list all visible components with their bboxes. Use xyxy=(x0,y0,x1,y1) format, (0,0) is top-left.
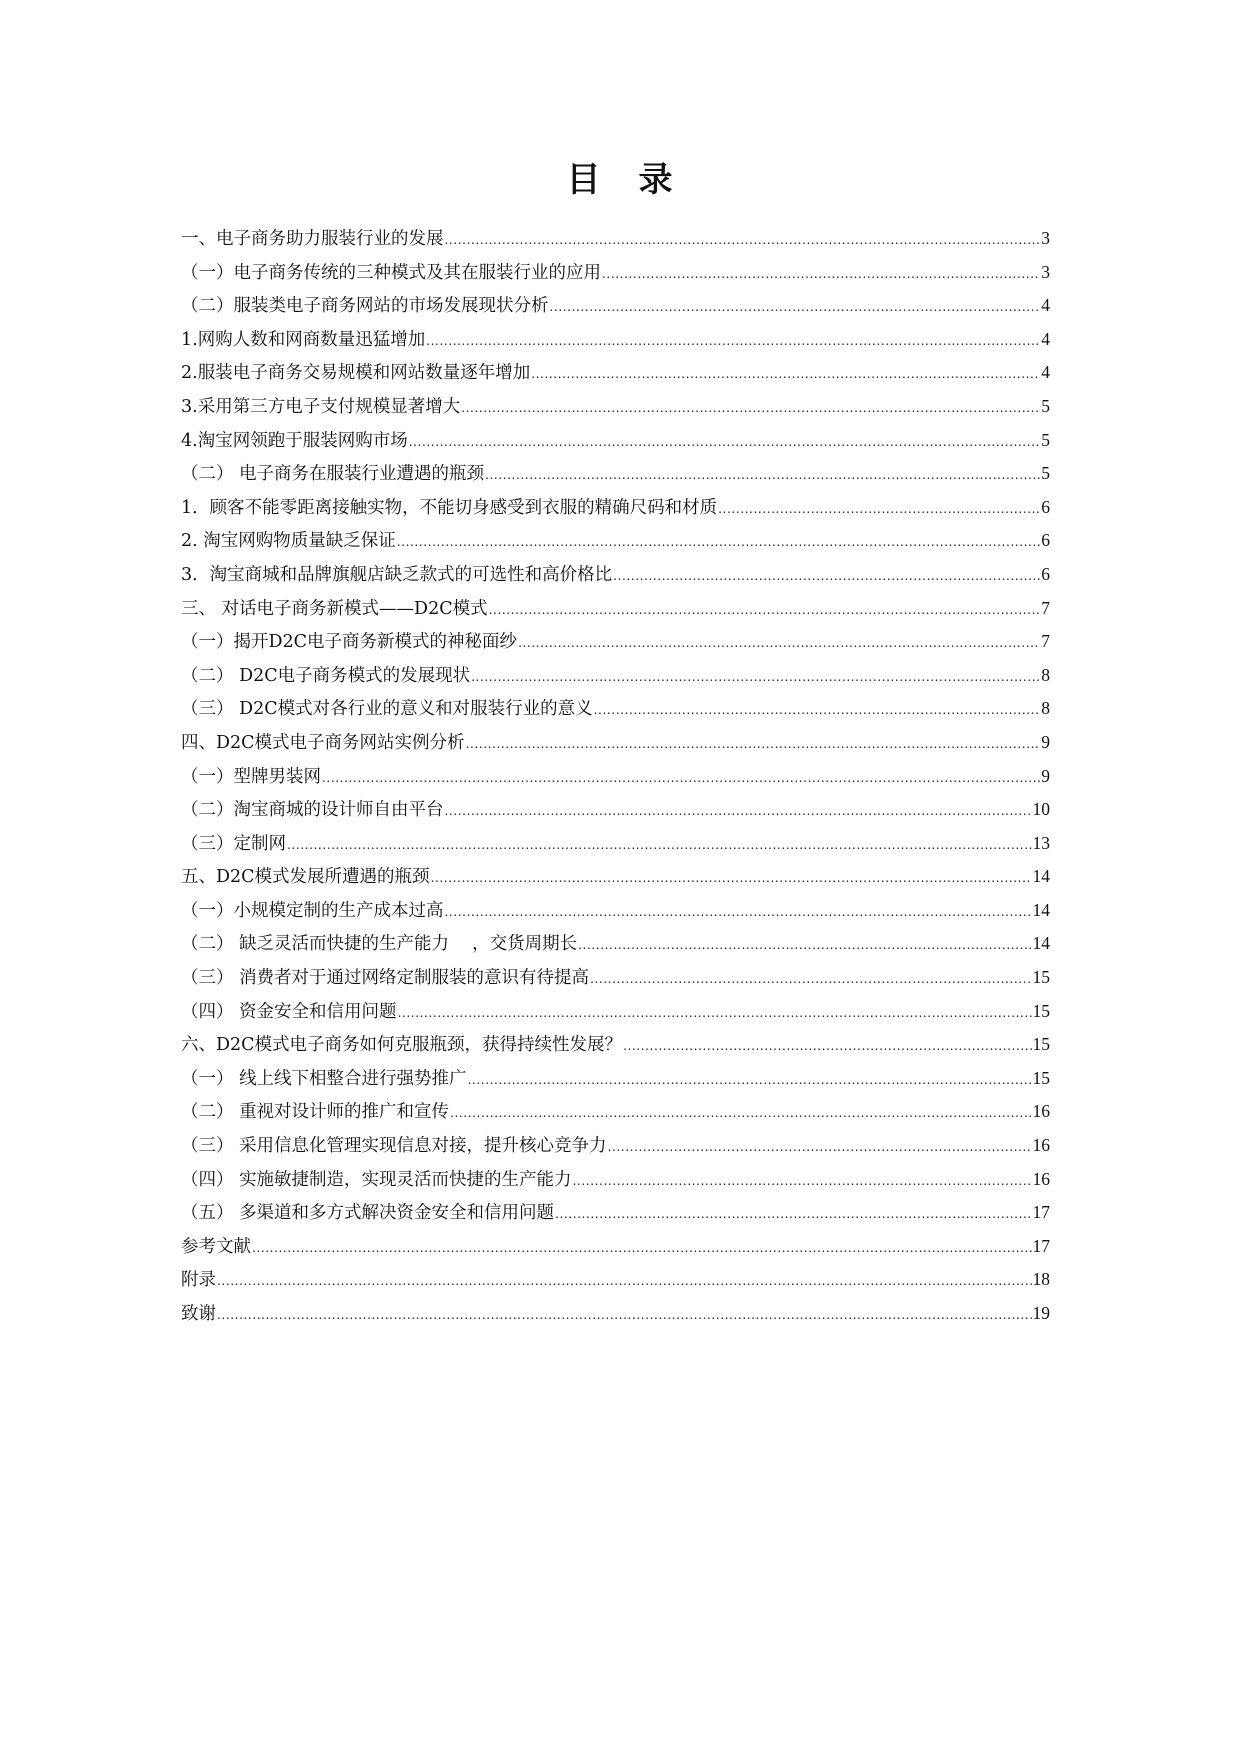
toc-entry[interactable] xyxy=(181,995,1050,1029)
dot-leader xyxy=(555,1198,1031,1232)
dot-leader xyxy=(466,728,1041,762)
toc-entry[interactable] xyxy=(181,222,1050,256)
toc-entry-page: 5 xyxy=(1041,395,1050,416)
toc-entry[interactable] xyxy=(181,961,1050,995)
toc-entry-page: 15 xyxy=(1032,967,1050,988)
toc-entry[interactable] xyxy=(181,424,1050,458)
toc-entry-page: 16 xyxy=(1032,1135,1050,1156)
toc-entry[interactable] xyxy=(181,1297,1050,1331)
toc-entry-text: 四、D2C模式电子商务网站实例分析 xyxy=(181,732,465,753)
toc-entry-text: 2. 淘宝网购物质量缺乏保证 xyxy=(181,531,396,552)
toc-entry-page: 15 xyxy=(1032,1034,1050,1055)
toc-entry[interactable] xyxy=(181,827,1050,861)
dot-leader xyxy=(578,929,1031,963)
toc-entry-page: 14 xyxy=(1032,866,1050,887)
toc-entry-page: 9 xyxy=(1041,731,1050,752)
dot-leader xyxy=(613,560,1040,594)
toc-entry-text: 一、电子商务助力服装行业的发展 xyxy=(181,229,444,249)
toc-entry[interactable] xyxy=(181,558,1050,592)
dot-leader xyxy=(468,1064,1032,1098)
toc-entry[interactable] xyxy=(181,289,1050,323)
toc-entry-text: 3.采用第三方电子支付规模显著增大 xyxy=(181,396,461,417)
dot-leader xyxy=(590,963,1031,997)
toc-entry[interactable] xyxy=(181,1028,1050,1062)
toc-entry-page: 16 xyxy=(1032,1101,1050,1122)
toc-entry-text: （二） 电子商务在服装行业遭遇的瓶颈 xyxy=(181,464,485,485)
toc-entry-page: 6 xyxy=(1041,563,1050,584)
dot-leader xyxy=(623,1030,1031,1064)
toc-entry[interactable] xyxy=(181,692,1050,726)
dot-leader xyxy=(602,258,1040,292)
toc-entry[interactable] xyxy=(181,1196,1050,1230)
toc-entry-text: 2.服装电子商务交易规模和网站数量逐年增加 xyxy=(181,363,531,384)
toc-entry-page: 14 xyxy=(1032,899,1050,920)
toc-entry-text: （三） D2C模式对各行业的意义和对服装行业的意义 xyxy=(181,699,593,720)
toc-entry-page: 19 xyxy=(1032,1303,1050,1323)
dot-leader xyxy=(426,325,1040,359)
toc-entry[interactable] xyxy=(181,927,1050,961)
toc-entry-page: 6 xyxy=(1041,496,1050,517)
toc-entry-page: 3 xyxy=(1041,228,1050,248)
dot-leader xyxy=(608,1131,1032,1165)
toc-entry-page: 9 xyxy=(1041,765,1050,786)
toc-entry[interactable] xyxy=(181,457,1050,491)
toc-entry[interactable] xyxy=(181,860,1050,894)
dot-leader xyxy=(573,1165,1032,1199)
toc-entry-text: （三） 采用信息化管理实现信息对接，提升核心竞争力 xyxy=(181,1136,607,1157)
toc-entry-page: 7 xyxy=(1041,597,1050,618)
toc-entry-page: 15 xyxy=(1032,1067,1050,1088)
toc-entry[interactable] xyxy=(181,1230,1050,1264)
toc-entry-text: （一）揭开D2C电子商务新模式的神秘面纱 xyxy=(181,632,518,653)
toc-entry-page: 17 xyxy=(1032,1235,1050,1256)
toc-entry-text: （二）淘宝商城的设计师自由平台 xyxy=(181,800,444,821)
dot-leader xyxy=(489,594,1041,628)
dot-leader xyxy=(409,426,1041,460)
toc-entry-text: 1．顾客不能零距离接触实物，不能切身感受到衣服的精确尺码和材质 xyxy=(181,497,718,518)
toc-entry-text: （五） 多渠道和多方式解决资金安全和信用问题 xyxy=(181,1203,555,1224)
toc-entry-page: 4 xyxy=(1041,328,1050,349)
dot-leader xyxy=(445,795,1032,829)
dot-leader xyxy=(431,862,1032,896)
toc-entry-page: 17 xyxy=(1032,1202,1050,1223)
toc-entry-page: 14 xyxy=(1032,933,1050,954)
toc-entry-text: 3．淘宝商城和品牌旗舰店缺乏款式的可选性和高价格比 xyxy=(181,564,613,585)
toc-entry-page: 6 xyxy=(1041,530,1050,551)
toc-entry[interactable] xyxy=(181,726,1050,760)
toc-entry[interactable] xyxy=(181,1129,1050,1163)
toc-entry-text: （四） 资金安全和信用问题 xyxy=(181,1001,397,1022)
toc-entry-page: 10 xyxy=(1032,799,1050,820)
toc-entry[interactable] xyxy=(181,760,1050,794)
toc-entry-text: （一） 线上线下相整合进行强势推广 xyxy=(181,1068,467,1089)
dot-leader xyxy=(445,896,1032,930)
dot-leader xyxy=(445,224,1041,258)
toc-entry[interactable] xyxy=(181,1263,1050,1297)
toc-entry-page: 4 xyxy=(1041,295,1050,316)
table-of-contents xyxy=(181,222,1050,1331)
toc-entry[interactable] xyxy=(181,256,1050,290)
toc-entry-text: （一）小规模定制的生产成本过高 xyxy=(181,900,444,921)
toc-entry[interactable] xyxy=(181,659,1050,693)
toc-entry-text: 致谢 xyxy=(181,1304,216,1324)
toc-entry-page: 15 xyxy=(1032,1000,1050,1021)
toc-entry-text: 六、D2C模式电子商务如何克服瓶颈，获得持续性发展？ xyxy=(181,1035,623,1056)
toc-entry-page: 16 xyxy=(1032,1168,1050,1189)
toc-entry-text: 参考文献 xyxy=(181,1236,251,1257)
toc-entry-page: 13 xyxy=(1032,832,1050,853)
dot-leader xyxy=(594,694,1041,728)
toc-entry[interactable] xyxy=(181,1163,1050,1197)
dot-leader xyxy=(322,762,1040,796)
toc-entry-text: （一）型牌男装网 xyxy=(181,766,321,787)
dot-leader xyxy=(518,627,1040,661)
toc-entry-page: 4 xyxy=(1041,362,1050,383)
toc-entry-text: 1.网购人数和网商数量迅猛增加 xyxy=(181,329,426,350)
toc-entry[interactable] xyxy=(181,390,1050,424)
toc-entry-page: 5 xyxy=(1041,463,1050,484)
dot-leader xyxy=(471,661,1040,695)
toc-entry-text: （二）服装类电子商务网站的市场发展现状分析 xyxy=(181,296,549,317)
toc-entry-text: 三、 对话电子商务新模式——D2C模式 xyxy=(181,598,488,619)
toc-entry-text: （三）定制网 xyxy=(181,833,286,854)
toc-entry[interactable] xyxy=(181,323,1050,357)
toc-entry[interactable] xyxy=(181,524,1050,558)
toc-entry-text: 五、D2C模式发展所遭遇的瓶颈 xyxy=(181,867,430,888)
dot-leader xyxy=(217,1299,1032,1333)
toc-entry-page: 8 xyxy=(1041,698,1050,719)
toc-entry-page: 7 xyxy=(1041,631,1050,652)
toc-entry-text: （一）电子商务传统的三种模式及其在服装行业的应用 xyxy=(181,262,601,283)
toc-entry[interactable] xyxy=(181,491,1050,525)
dot-leader xyxy=(252,1232,1032,1266)
dot-leader xyxy=(450,1097,1031,1131)
toc-entry[interactable] xyxy=(181,592,1050,626)
dot-leader xyxy=(398,997,1032,1031)
dot-leader xyxy=(217,1265,1032,1299)
toc-entry-text: （二） 重视对设计师的推广和宣传 xyxy=(181,1102,450,1123)
dot-leader xyxy=(287,829,1032,863)
toc-entry-text: （三） 消费者对于通过网络定制服装的意识有待提高 xyxy=(181,968,590,989)
toc-entry-text: 附录 xyxy=(181,1270,216,1291)
dot-leader xyxy=(550,291,1041,325)
dot-leader xyxy=(397,526,1040,560)
toc-entry[interactable] xyxy=(181,356,1050,390)
toc-entry[interactable] xyxy=(181,793,1050,827)
toc-entry-text: （四） 实施敏捷制造，实现灵活而快捷的生产能力 xyxy=(181,1169,572,1190)
toc-entry-text: （二） 缺乏灵活而快捷的生产能力 ，交货周期长 xyxy=(181,934,578,955)
toc-entry[interactable] xyxy=(181,1062,1050,1096)
dot-leader xyxy=(718,493,1040,527)
dot-leader xyxy=(461,392,1040,426)
toc-entry-page: 5 xyxy=(1041,429,1050,450)
toc-entry[interactable] xyxy=(181,894,1050,928)
toc-entry[interactable] xyxy=(181,1095,1050,1129)
toc-entry-page: 3 xyxy=(1041,261,1050,282)
toc-entry-page: 8 xyxy=(1041,664,1050,685)
toc-entry[interactable] xyxy=(181,625,1050,659)
toc-entry-text: （二） D2C电子商务模式的发展现状 xyxy=(181,665,471,686)
toc-entry-page: 18 xyxy=(1032,1269,1050,1290)
page-title: 目 录 xyxy=(566,160,675,200)
toc-entry-text: 4.淘宝网领跑于服装网购市场 xyxy=(181,430,408,451)
dot-leader xyxy=(485,459,1040,493)
dot-leader xyxy=(531,358,1040,392)
